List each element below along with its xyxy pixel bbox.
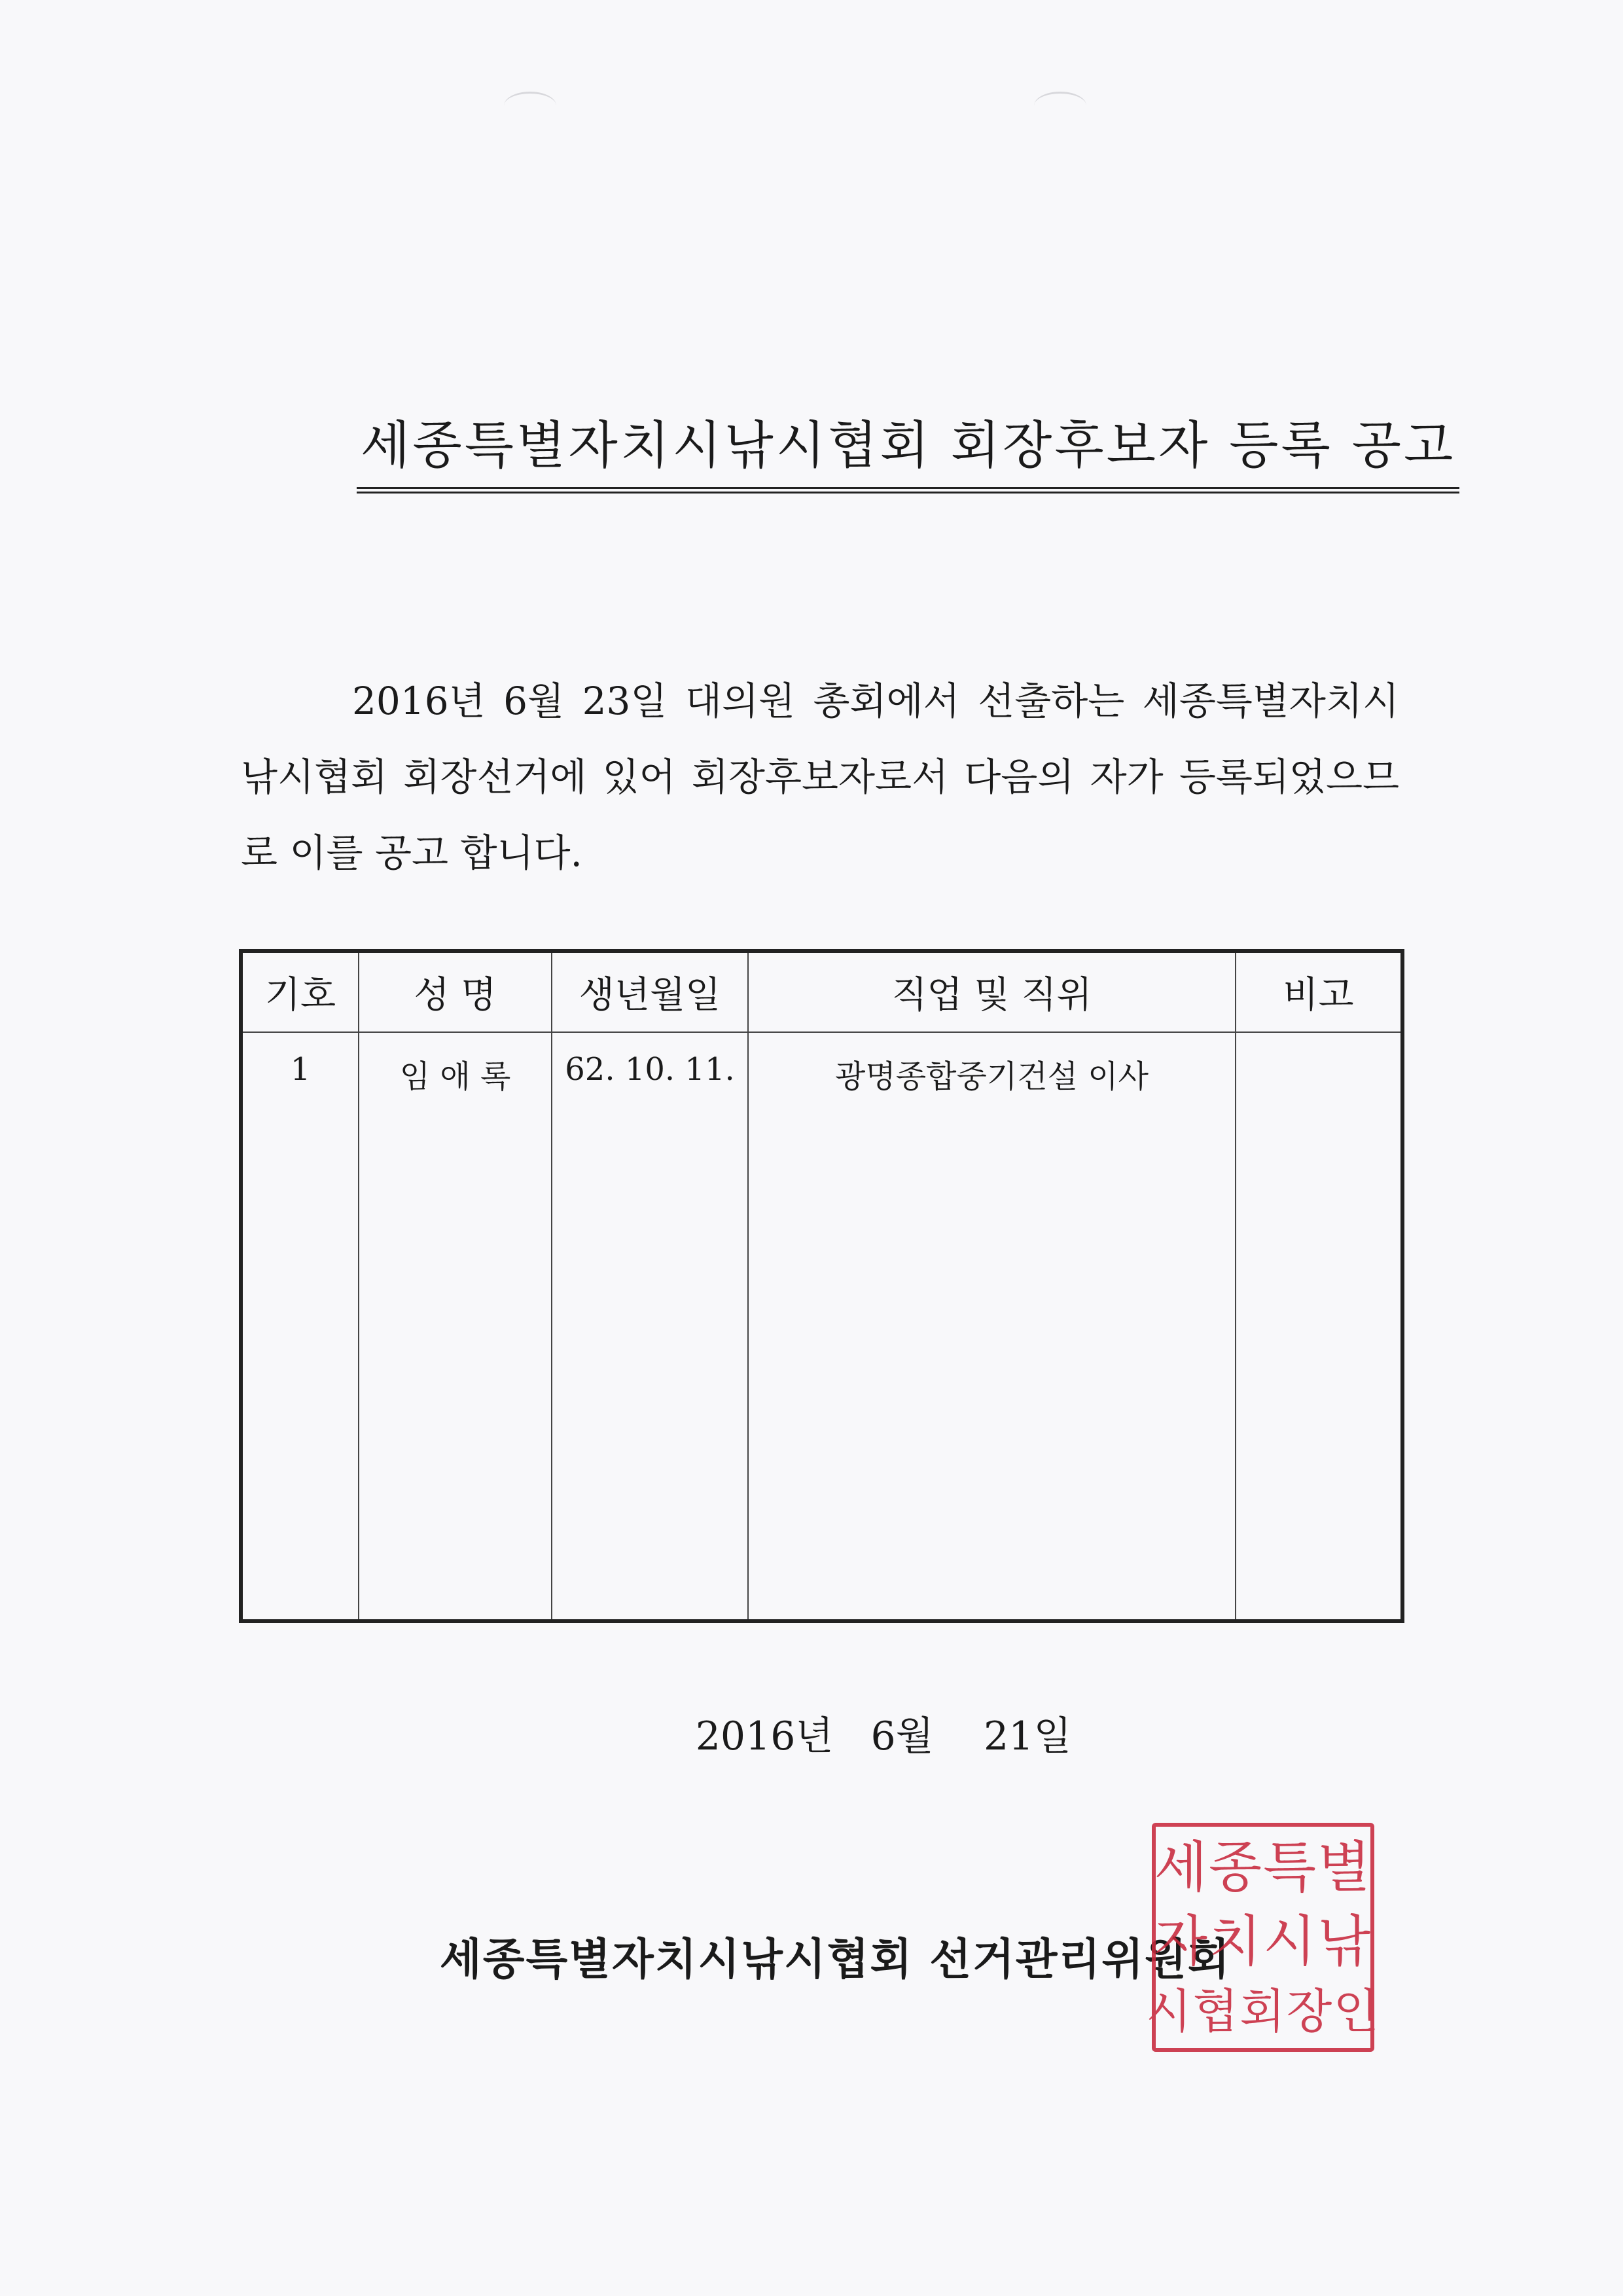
document-title: 세종특별자치시낚시협회 회장후보자 등록 공고 <box>357 404 1459 493</box>
header-remarks: 비고 <box>1236 951 1402 1032</box>
organization-name: 세종특별자치시낚시협회 선거관리위원회 <box>440 1933 1231 1984</box>
seal-text-row-3: 시협회장인 <box>1146 1983 1380 2039</box>
cell-occupation: 광명종합중기건설 이사 <box>748 1032 1236 1621</box>
candidate-table <box>239 949 1404 1623</box>
header-occupation: 직업 및 직위 <box>748 951 1236 1032</box>
punch-hole-right <box>1034 92 1086 120</box>
cell-number: 1 <box>241 1032 359 1621</box>
table-header-row <box>241 951 1402 1032</box>
header-number: 기호 <box>241 951 359 1032</box>
official-seal <box>1146 1823 1380 2052</box>
cell-remarks <box>1236 1032 1402 1621</box>
title-container <box>357 404 1456 493</box>
seal-text-row-1: 세종특별 <box>1154 1835 1372 1900</box>
cell-name: 임 애 록 <box>359 1032 552 1621</box>
cell-birthdate: 62. 10. 11. <box>552 1032 748 1621</box>
seal-text-row-2: 자치시낚 <box>1154 1909 1372 1973</box>
announcement-body: 2016년 6월 23일 대의원 총회에서 선출하는 세종특별자치시낚시협회 회장선거에 있어 회장후보자로서 다음의 자가 등록되었으므로 이를 공고 합니다. <box>241 679 1399 875</box>
header-name: 성 명 <box>359 951 552 1032</box>
header-birthdate: 생년월일 <box>552 951 748 1032</box>
table-row <box>241 1032 1402 1621</box>
punch-hole-left <box>504 92 556 120</box>
announcement-date: 2016년 6월 21일 <box>695 1713 1072 1759</box>
